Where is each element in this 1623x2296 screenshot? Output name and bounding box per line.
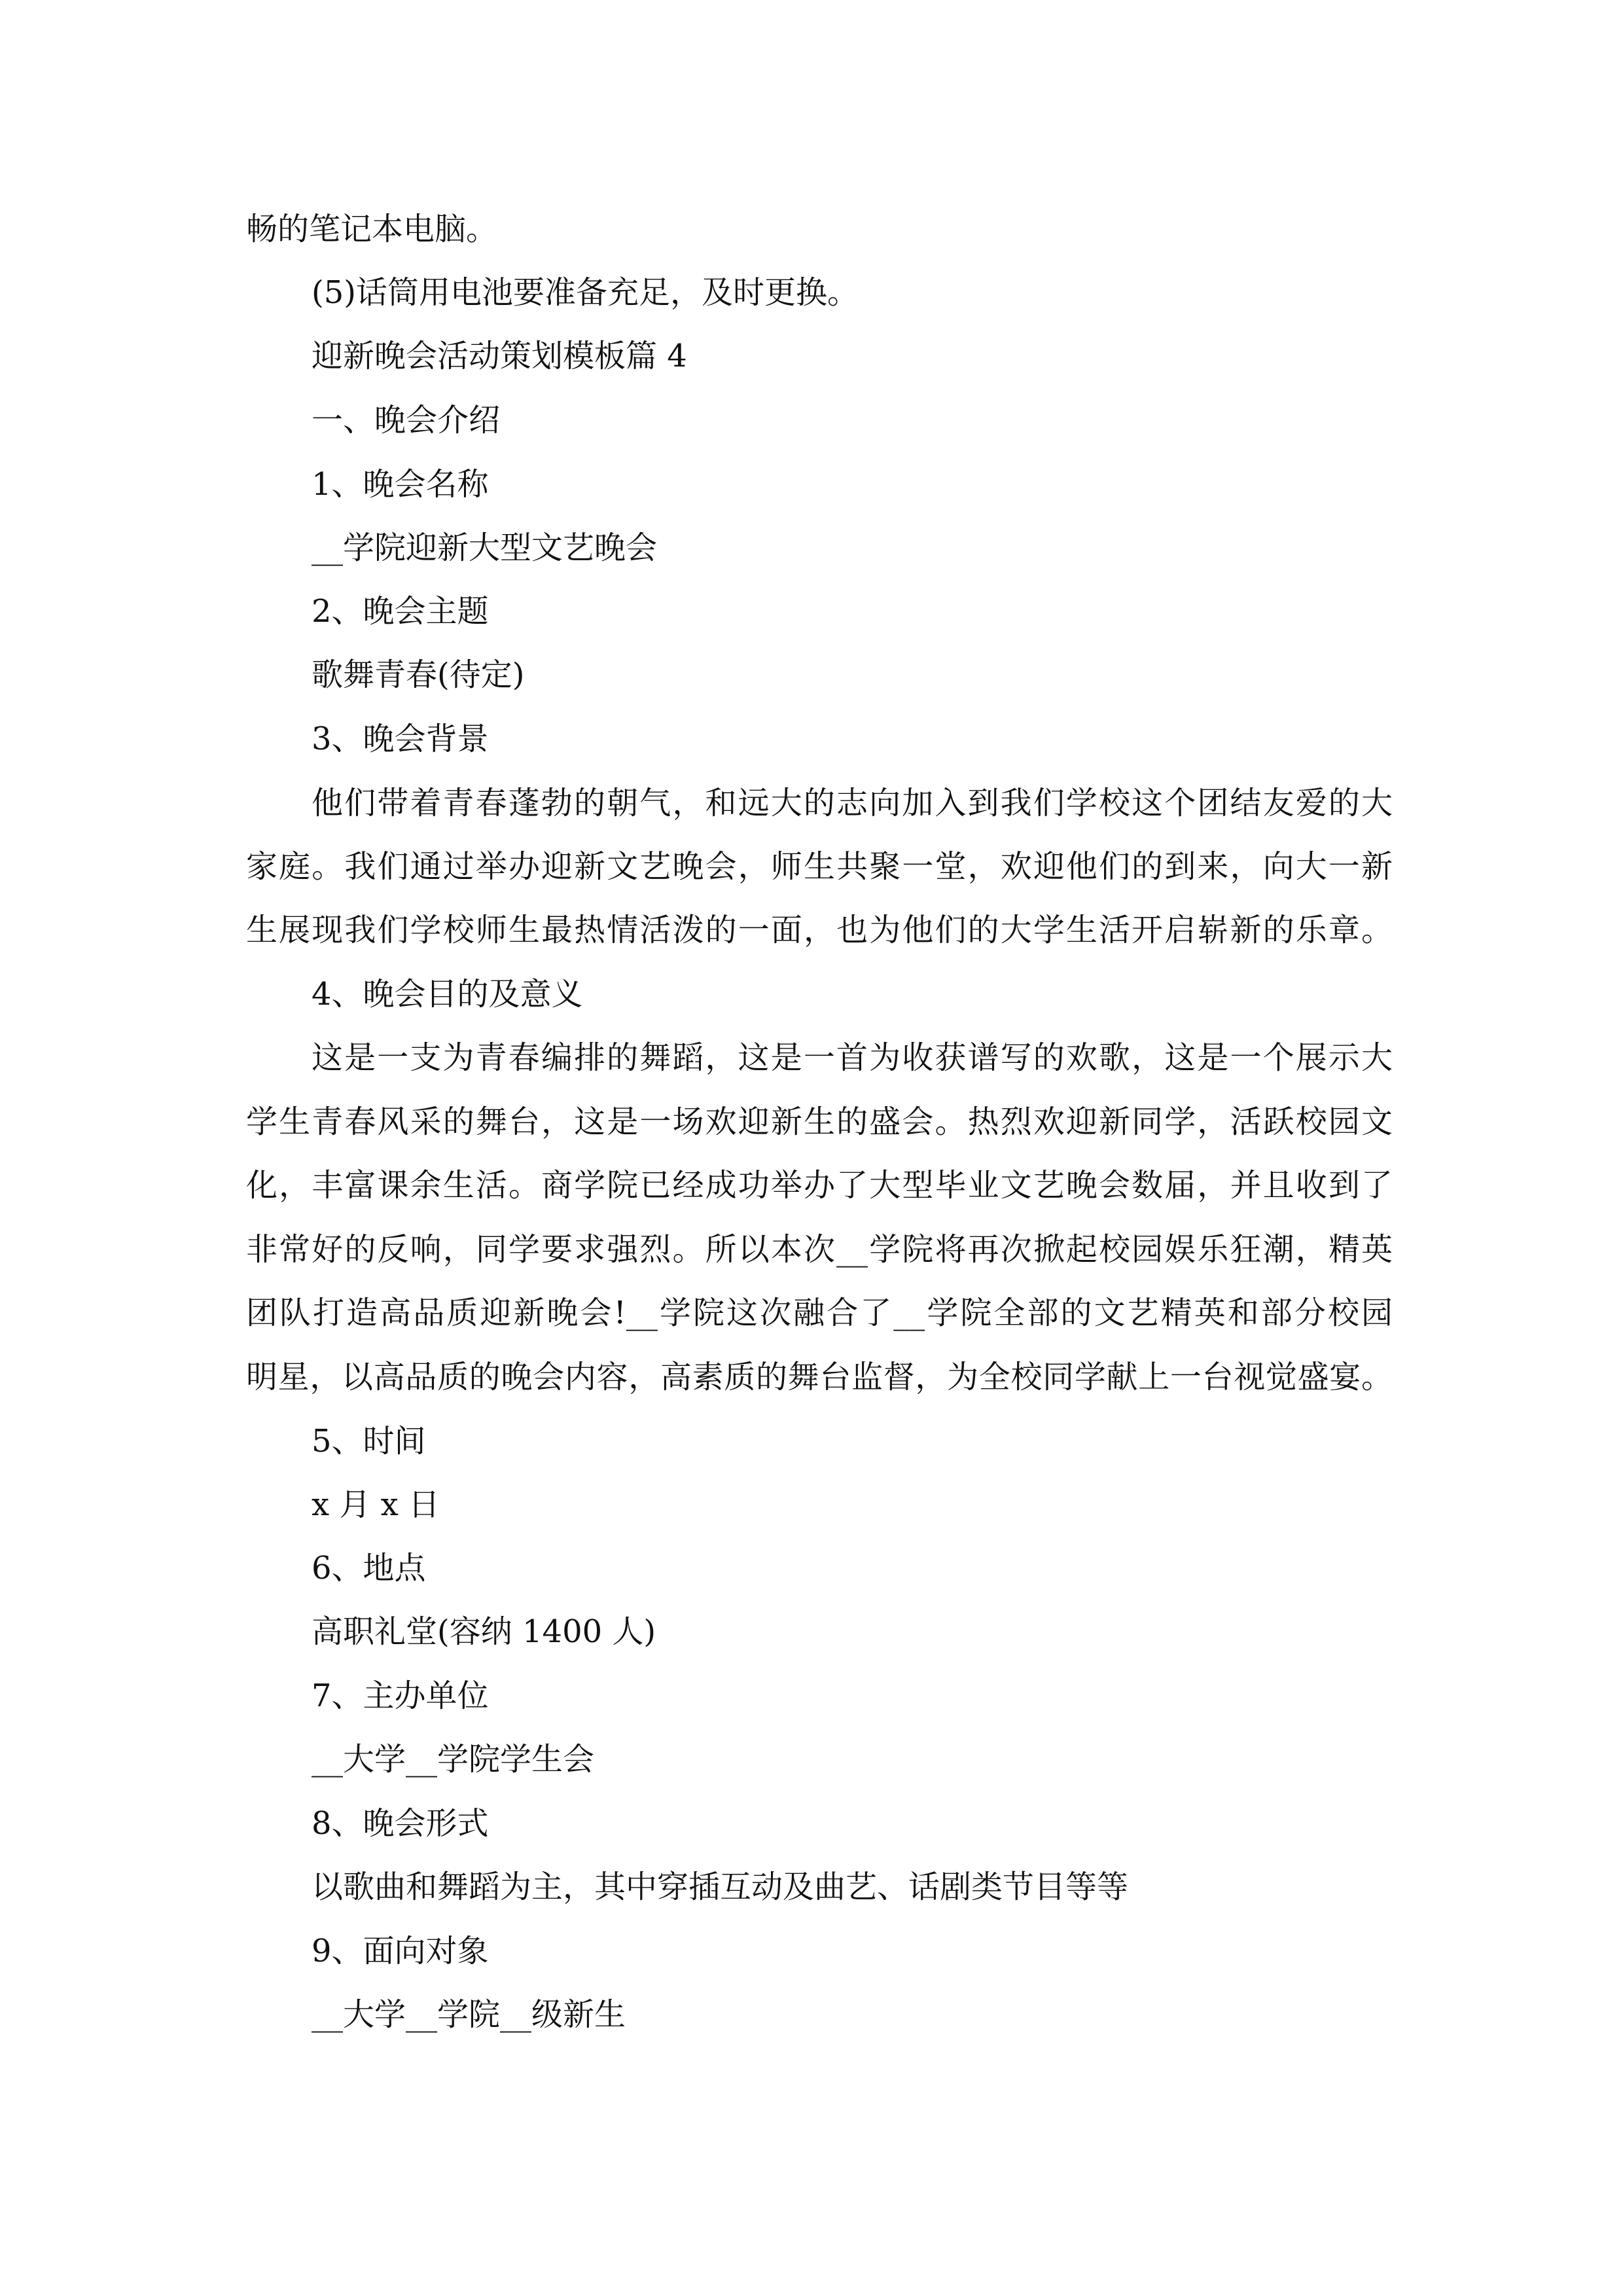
paragraph-line: 生展现我们学校师生最热情活泼的一面，也为他们的大学生活开启崭新的乐章。 (246, 912, 1393, 948)
continuation-line: 畅的笔记本电脑。 (246, 211, 498, 247)
item-8-heading: 8、晚会形式 (312, 1805, 489, 1842)
paragraph-line: 非常好的反响，同学要求强烈。所以本次__学院将再次掀起校园娱乐狂潮，精英 (246, 1231, 1393, 1268)
section-title: 迎新晚会活动策划模板篇 4 (312, 338, 687, 374)
item-9-heading: 9、面向对象 (312, 1933, 489, 1969)
paragraph-line: 化，丰富课余生活。商学院已经成功举办了大型毕业文艺晚会数届，并且收到了 (246, 1167, 1393, 1204)
item-4-heading: 4、晚会目的及意义 (312, 976, 583, 1013)
note-5: (5)话筒用电池要准备充足，及时更换。 (312, 274, 859, 311)
item-6-heading: 6、地点 (312, 1550, 426, 1587)
item-8-value: 以歌曲和舞蹈为主，其中穿插互动及曲艺、话剧类节目等等 (312, 1869, 1129, 1905)
paragraph-line: 他们带着青春蓬勃的朝气，和远大的志向加入到我们学校这个团结友爱的大 (312, 785, 1393, 821)
part-1-heading: 一、晚会介绍 (312, 402, 501, 439)
item-6-value: 高职礼堂(容纳 1400 人) (312, 1613, 656, 1650)
item-1-value: __学院迎新大型文艺晚会 (312, 529, 658, 566)
paragraph-line: 这是一支为青春编排的舞蹈，这是一首为收获谱写的欢歌，这是一个展示大 (312, 1039, 1393, 1076)
item-5-heading: 5、时间 (312, 1423, 426, 1460)
item-2-heading: 2、晚会主题 (312, 593, 489, 630)
item-9-value: __大学__学院__级新生 (312, 1996, 626, 2033)
paragraph-line: 家庭。我们通过举办迎新文艺晚会，师生共聚一堂，欢迎他们的到来，向大一新 (246, 848, 1393, 885)
item-5-value: x 月 x 日 (312, 1486, 440, 1523)
item-7-value: __大学__学院学生会 (312, 1741, 595, 1778)
paragraph-line: 明星，以高品质的晚会内容，高素质的舞台监督，为全校同学献上一台视觉盛宴。 (246, 1359, 1393, 1395)
paragraph-line: 学生青春风采的舞台，这是一场欢迎新生的盛会。热烈欢迎新同学，活跃校园文 (246, 1103, 1393, 1140)
item-1-heading: 1、晚会名称 (312, 466, 489, 503)
item-7-heading: 7、主办单位 (312, 1677, 489, 1714)
item-2-value: 歌舞青春(待定) (312, 656, 525, 693)
item-3-heading: 3、晚会背景 (312, 721, 489, 757)
paragraph-line: 团队打造高品质迎新晚会!__学院这次融合了__学院全部的文艺精英和部分校园 (246, 1295, 1393, 1331)
